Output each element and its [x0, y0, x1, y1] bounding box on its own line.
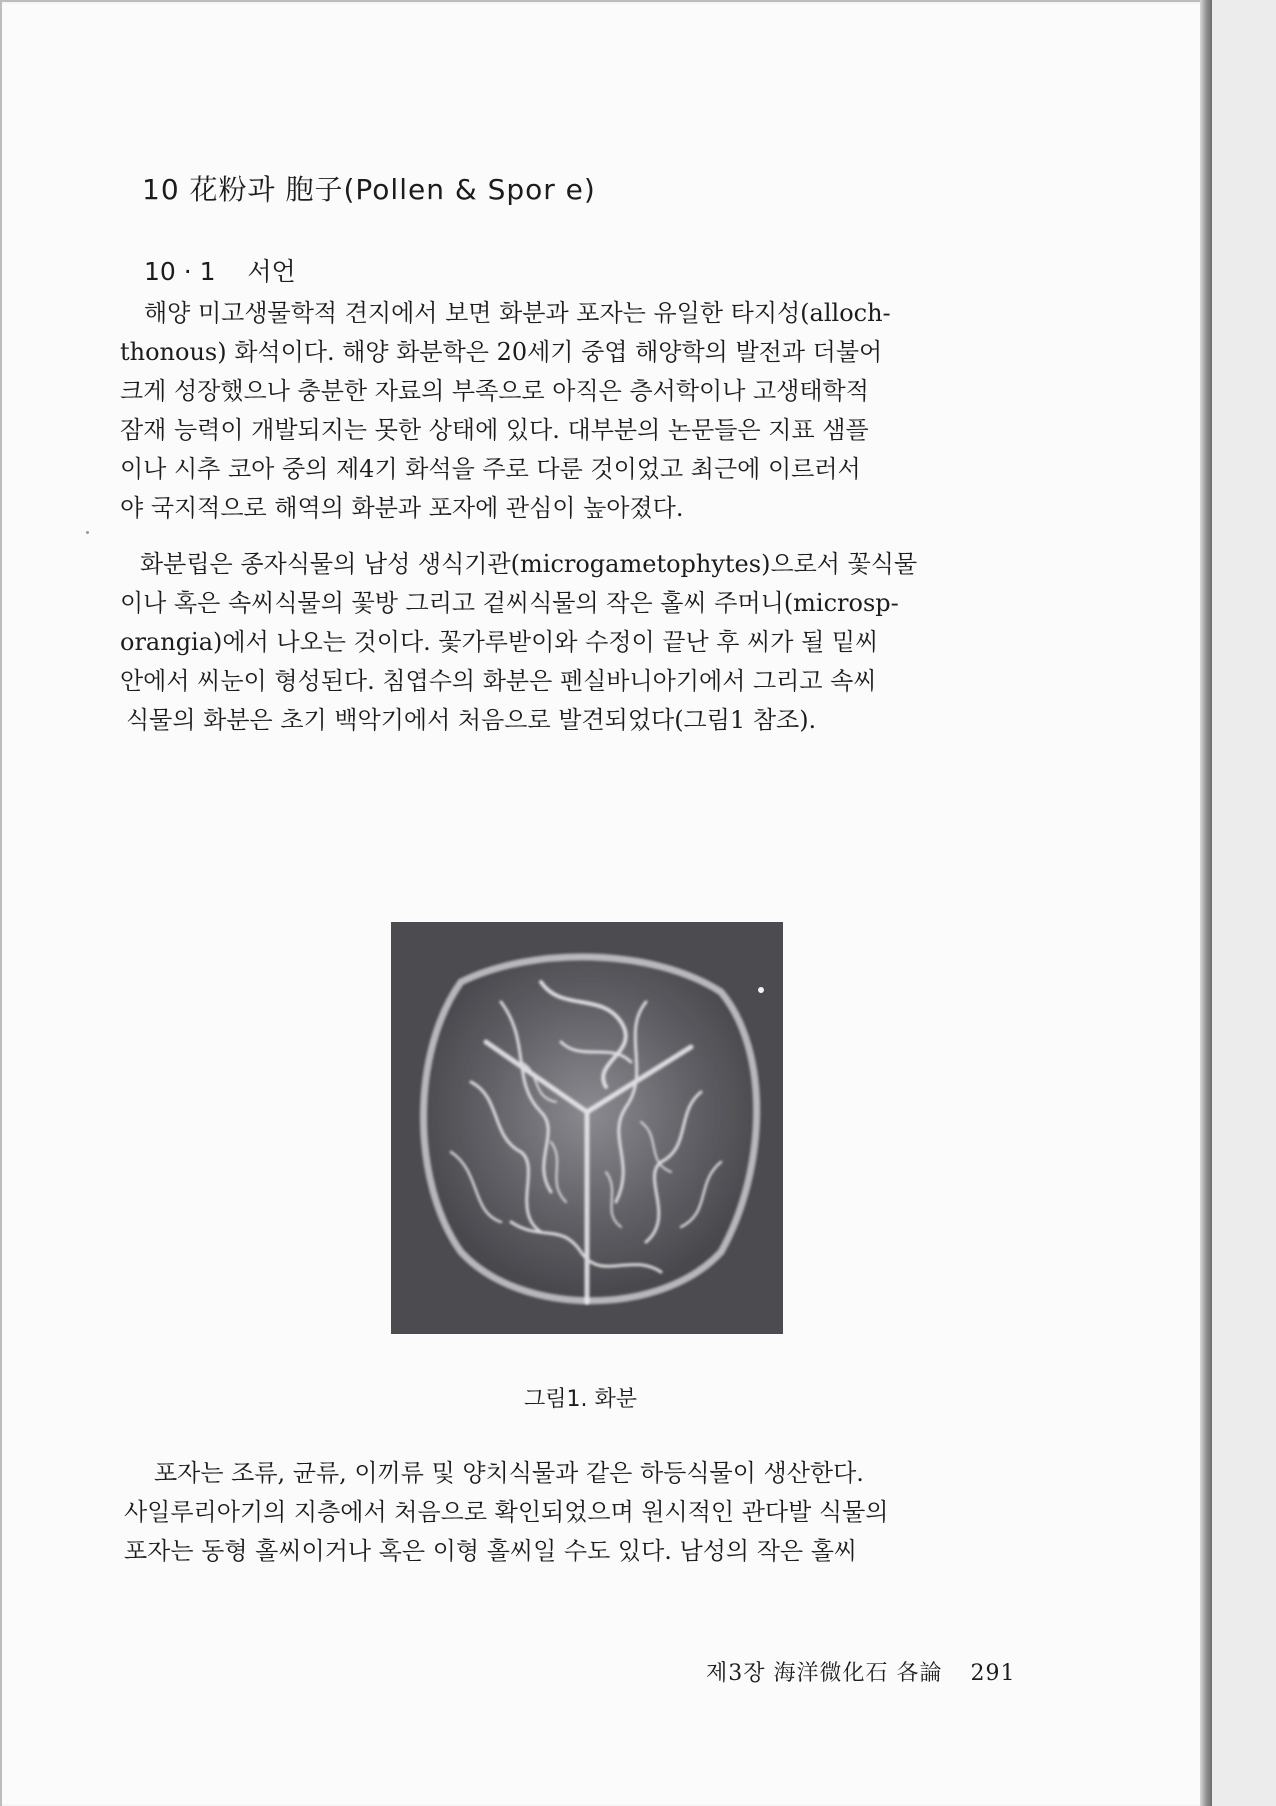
section-heading: 10 · 1 서언: [144, 257, 296, 286]
running-footer: [706, 1656, 1016, 1687]
text-line: 안에서 씨눈이 형성된다. 침엽수의 화분은 펜실바니아기에서 그리고 속씨: [120, 667, 877, 695]
text-line: thonous) 화석이다. 해양 화분학은 20세기 중엽 해양학의 발전과 더불어: [120, 338, 883, 366]
text-line: 해양 미고생물학적 견지에서 보면 화분과 포자는 유일한 타지성(alloch-: [144, 299, 891, 327]
paragraph-pollen: [120, 545, 917, 740]
scan-speck: [86, 531, 89, 534]
text-line: 야 국지적으로 해역의 화분과 포자에 관심이 높아졌다.: [120, 494, 684, 522]
page-number: 291: [970, 1661, 1016, 1686]
text-line: 화분립은 종자식물의 남성 생식기관(microgametophytes)으로서 꽃식물: [140, 550, 918, 578]
pollen-micrograph: [391, 922, 783, 1334]
text-line: 사일루리아기의 지층에서 처음으로 확인되었으며 원시적인 관다발 식물의: [124, 1498, 889, 1526]
chapter-title: 10 花粉과 胞子(Pollen & Spor e): [142, 173, 596, 206]
paragraph-spore: [124, 1454, 888, 1571]
text-line: 크게 성장했으나 충분한 자료의 부족으로 아직은 층서학이나 고생태학적: [120, 377, 869, 405]
text-line: 이나 혹은 속씨식물의 꽃방 그리고 겉씨식물의 작은 홀씨 주머니(microsp-: [120, 589, 899, 617]
footer-chapter-label: 제3장 海洋微化石 各論: [706, 1661, 943, 1686]
text-line: 잠재 능력이 개발되지는 못한 상태에 있다. 대부분의 논문들은 지표 샘플: [120, 416, 869, 444]
pollen-grain-image: [391, 922, 783, 1334]
figure-caption: 그림1. 화분: [524, 1387, 637, 1412]
page-edge-shadow: [1200, 0, 1212, 1806]
text-line: 포자는 조류, 균류, 이끼류 및 양치식물과 같은 하등식물이 생산한다.: [154, 1459, 864, 1487]
text-line: 이나 시추 코아 중의 제4기 화석을 주로 다룬 것이었고 최근에 이르러서: [120, 455, 861, 483]
text-line: 식물의 화분은 초기 백악기에서 처음으로 발견되었다(그림1 참조).: [126, 706, 817, 734]
text-line: 포자는 동형 홀씨이거나 혹은 이형 홀씨일 수도 있다. 남성의 작은 홀씨: [124, 1537, 858, 1565]
text-line: orangia)에서 나오는 것이다. 꽃가루받이와 수정이 끝난 후 씨가 될 밑씨: [120, 628, 879, 656]
paragraph-introduction: [120, 294, 891, 528]
